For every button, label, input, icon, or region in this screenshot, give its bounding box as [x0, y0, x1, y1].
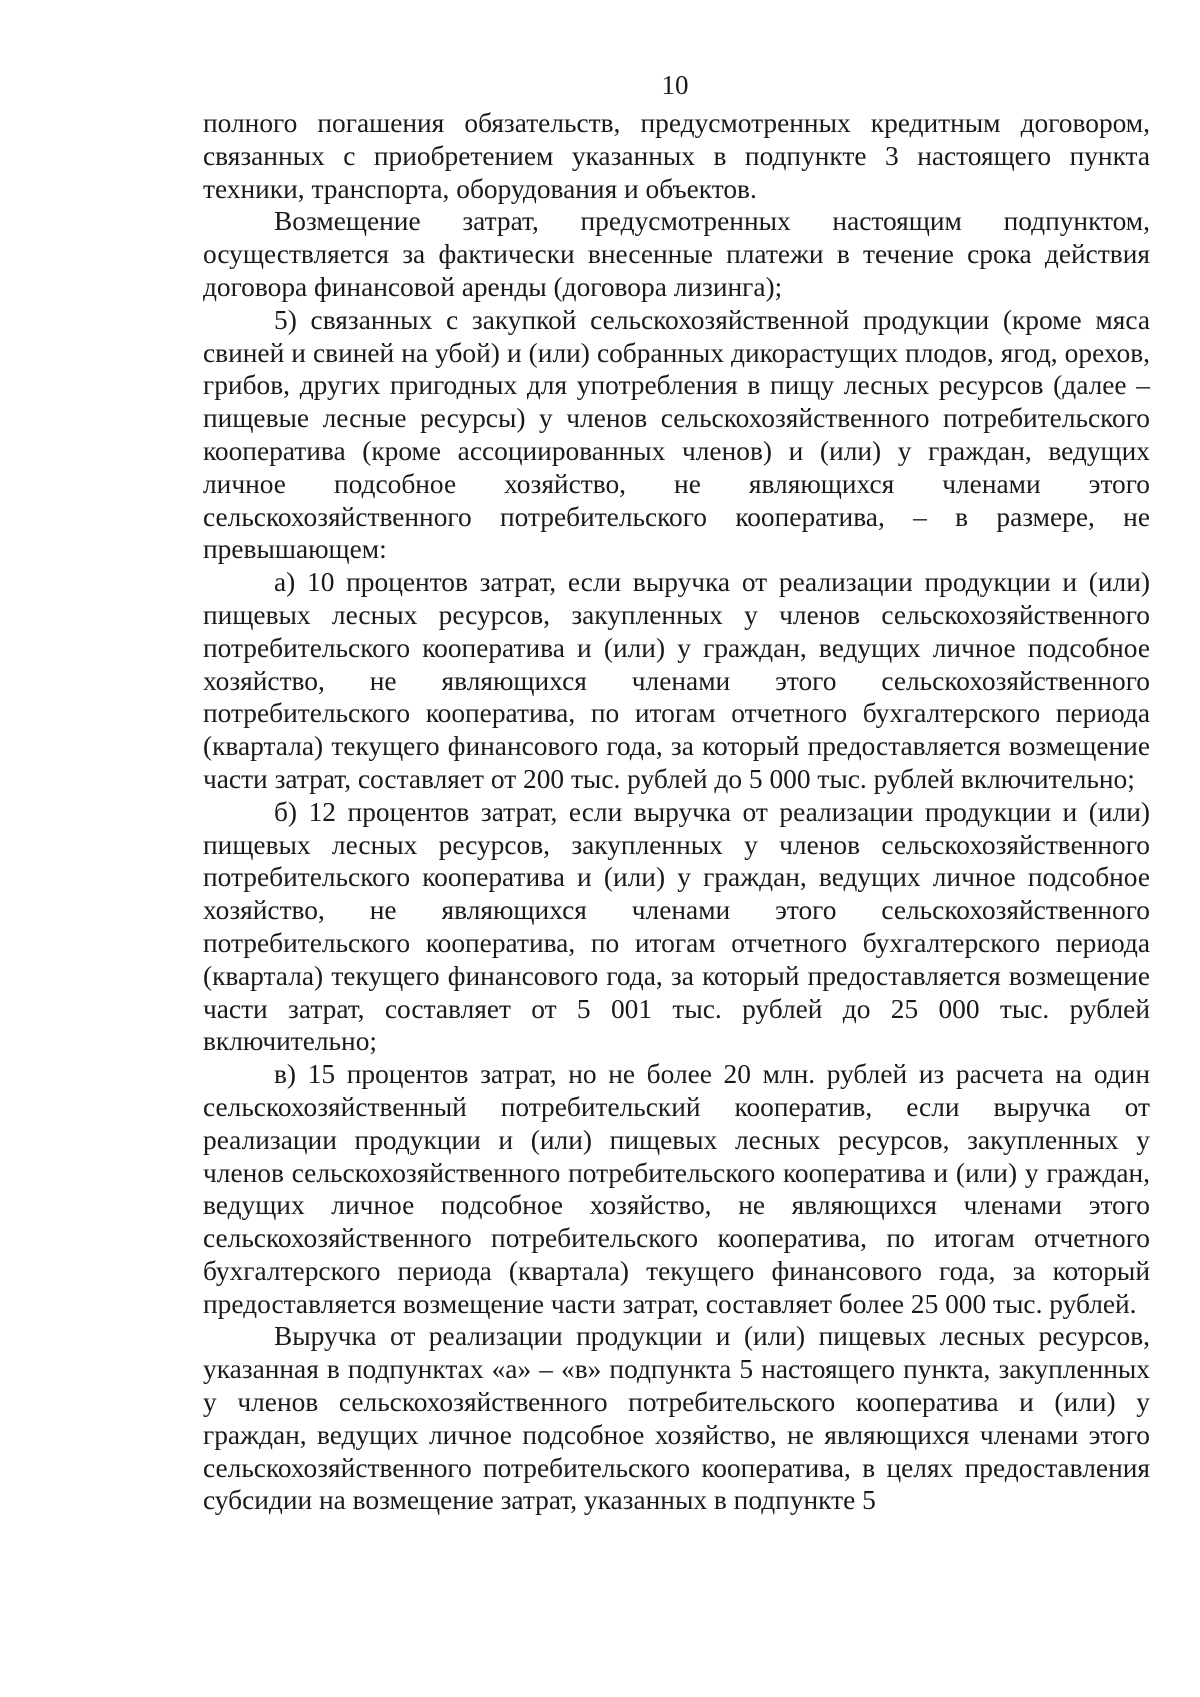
paragraph-item-5: 5) связанных с закупкой сельскохозяйственной продукции (кроме мяса свиней и свиней на убой) и (или) собранных дикорастущих плодов, ягод, орехов, грибов, других пригодных для употребления в пищу лесных ресурсов (далее – пищевые лесные ресурсы) у членов сельскохозяйственного потребительского кооператива (кроме ассоциированных членов) и (или) у граждан, ведущих личное подсобное хозяйство, не являющихся членами этого сельскохозяйственного потребительского кооператива, – в размере, не превышающем: — [203, 304, 1150, 565]
paragraph-item-5b: б) 12 процентов затрат, если выручка от реализации продукции и (или) пищевых лесных ресурсов, закупленных у членов сельскохозяйственного потребительского кооператива и (или) у граждан, ведущих личное подсобное хозяйство, не являющихся членами этого сельскохозяйственного потребительского кооператива, по итогам отчетного бухгалтерского периода (квартала) текущего финансового года, за который предоставляется возмещение части затрат, составляет от 5 001 тыс. рублей до 25 000 тыс. рублей включительно; — [203, 796, 1150, 1057]
paragraph-item-5a: а) 10 процентов затрат, если выручка от реализации продукции и (или) пищевых лесных ресурсов, закупленных у членов сельскохозяйственного потребительского кооператива и (или) у граждан, ведущих личное подсобное хозяйство, не являющихся членами этого сельскохозяйственного потребительского кооператива, по итогам отчетного бухгалтерского периода (квартала) текущего финансового года, за который предоставляется возмещение части затрат, составляет от 200 тыс. рублей до 5 000 тыс. рублей включительно; — [203, 567, 1150, 794]
paragraph-item-5v: в) 15 процентов затрат, но не более 20 млн. рублей из расчета на один сельскохозяйственный потребительский кооператив, если выручка от реализации продукции и (или) пищевых лесных ресурсов, закупленных у членов сельскохозяйственного потребительского кооператива и (или) у граждан, ведущих личное подсобное хозяйство, не являющихся членами этого сельскохозяйственного потребительского кооператива, по итогам отчетного бухгалтерского периода (квартала) текущего финансового года, за который предоставляется возмещение части затрат, составляет более 25 000 тыс. рублей. — [203, 1059, 1150, 1319]
paragraph-revenue: Выручка от реализации продукции и (или) пищевых лесных ресурсов, указанная в подпунктах «а» – «в» подпункта 5 настоящего пункта, закупленных у членов сельскохозяйственного потребительского кооператива и (или) у граждан, ведущих личное подсобное хозяйство, не являющихся членами этого сельскохозяйственного потребительского кооператива, в целях предоставления субсидии на возмещение затрат, указанных в подпункте 5 — [203, 1321, 1150, 1516]
paragraph-continuation: полного погашения обязательств, предусмотренных кредитным договором, связанных с приобретением указанных в подпункте 3 настоящего пункта техники, транспорта, оборудования и объектов. — [203, 108, 1150, 204]
document-body — [203, 107, 1150, 1517]
page-number: 10 — [661, 70, 689, 100]
paragraph-reimbursement: Возмещение затрат, предусмотренных настоящим подпунктом, осуществляется за фактически внесенные платежи в течение срока действия договора финансовой аренды (договора лизинга); — [203, 206, 1150, 302]
